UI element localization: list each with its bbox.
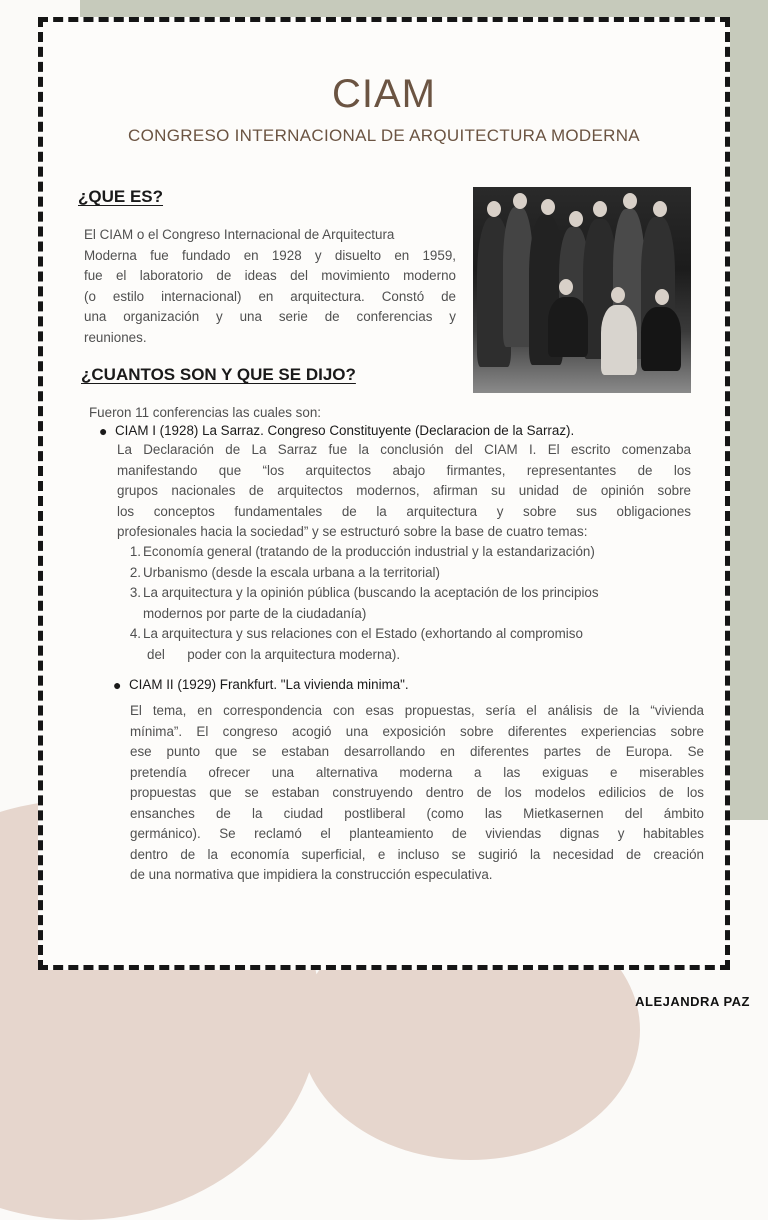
text-line: fue el laboratorio de ideas del movimiento moderno [84,268,456,283]
text-line: una organización y una serie de conferencias y [84,309,456,324]
conferences-intro: Fueron 11 conferencias las cuales son: [89,405,321,420]
topic-item: 1. Economía general (tratando de la producción industrial y la estandarización) [129,544,595,559]
bullet-icon: ● [99,423,108,439]
ciam-2-title: CIAM II (1929) Frankfurt. "La vivienda minima". [129,677,409,692]
list-item-ciam-1 [99,423,575,439]
text-line: dentro de la economía superficial, e incluso se sugirió la necesidad de creación [130,846,704,862]
text-line: pretendía ofrecer una alternativa moderna a las exiguas e miserables [130,764,704,780]
page-title: CIAM [332,72,436,116]
text-line: ensanches de la ciudad postliberal (como las Mietkasernen del ámbito [130,805,704,821]
document-card [38,17,730,970]
text-line: (o estilo internacional) en arquitectura. Constó de [84,288,456,304]
list-item-ciam-2 [113,677,409,693]
ciam-group-photo [473,187,691,393]
author-name: ALEJANDRA PAZ [635,994,750,1009]
text-line: reuniones. [84,329,147,345]
section-heading-que-es: ¿QUE ES? [78,187,164,206]
text-line: La Declaración de La Sarraz fue la conclusión del CIAM I. El escrito comenzaba [117,442,691,457]
text-line: grupos nacionales de arquitectos modernos, afirman su unidad de opinión sobre [117,483,691,498]
ciam-2-description [130,701,704,886]
text-line: profesionales hacia la sociedad” y se estructuró sobre la base de cuatro temas: [117,524,588,539]
ciam-1-title: CIAM I (1928) La Sarraz. Congreso Constituyente (Declaracion de la Sarraz). [115,423,575,438]
bullet-icon: ● [113,677,122,693]
ciam-1-topics-list [125,542,691,665]
topic-item: 3. La arquitectura y la opinión pública (buscando la aceptación de los principios [129,585,599,600]
ciam-1-description [117,440,691,543]
section-que-es-text [84,225,456,348]
text-line: de una normativa que impidiera la construcción especulativa. [130,867,493,882]
topic-item-continuation: modernos por parte de la ciudadanía) [143,605,367,621]
text-line: El tema, en correspondencia con esas propuestas, sería el análisis de la “vivienda [130,703,704,718]
text-line: manifestando que “los arquitectos abajo firmantes, representantes de los [117,462,691,478]
text-line: Moderna fue fundado en 1928 y disuelto en 1959, [84,247,456,263]
text-line: propuestas que se estaban construyendo dentro de los modelos edilicios de los [130,785,704,800]
text-line: El CIAM o el Congreso Internacional de Arquitectura [84,227,395,242]
text-line: germánico). Se reclamó el planteamiento de viviendas dignas y habitables [130,826,704,841]
topic-item: 4. La arquitectura y sus relaciones con el Estado (exhortando al compromiso [129,626,583,641]
text-line: mínima”. El congreso acogió una exposición sobre diferentes experiencias sobre [130,723,704,739]
section-heading-cuantos-son: ¿CUANTOS SON Y QUE SE DIJO? [81,365,356,384]
topic-item: 2. Urbanismo (desde la escala urbana a la territorial) [129,564,440,580]
text-line: ese punto que se estaban desarrollando en diferentes partes de Europa. Se [130,744,704,759]
text-line: los conceptos fundamentales de la arquitectura y sobre sus obligaciones [117,503,691,519]
page-subtitle: CONGRESO INTERNACIONAL DE ARQUITECTURA MODERNA [128,126,640,145]
topic-item-continuation: del poder con la arquitectura moderna). [147,646,401,662]
